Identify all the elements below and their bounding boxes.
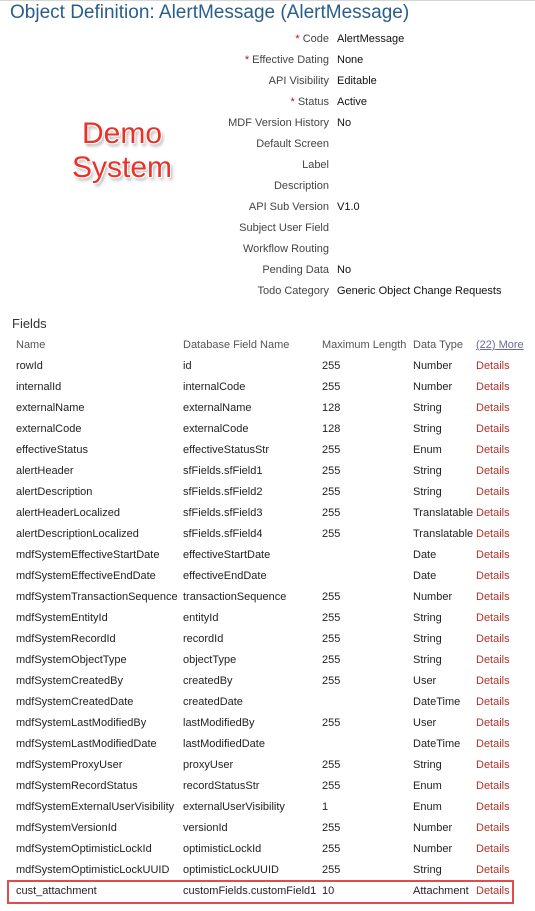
field-db-name: externalName xyxy=(183,402,252,414)
property-label xyxy=(274,180,329,192)
details-link[interactable]: Details xyxy=(476,423,510,435)
field-name: mdfSystemProxyUser xyxy=(16,759,123,771)
field-max-length: 255 xyxy=(322,864,341,876)
field-db-name: versionId xyxy=(183,822,228,834)
property-label-text: Default Screen xyxy=(256,138,329,150)
table-row xyxy=(0,486,535,507)
field-data-type: Number xyxy=(413,843,453,855)
property-label xyxy=(269,75,329,87)
field-data-type: Number xyxy=(413,822,453,834)
field-db-name: lastModifiedDate xyxy=(183,738,265,750)
field-name: mdfSystemObjectType xyxy=(16,654,127,666)
field-db-name: sfFields.sfField3 xyxy=(183,507,263,519)
column-header-db-field: Database Field Name xyxy=(183,339,290,351)
field-max-length: 10 xyxy=(322,885,335,897)
table-row xyxy=(0,654,535,675)
field-max-length: 128 xyxy=(322,402,341,414)
property-value: Generic Object Change Requests xyxy=(337,285,502,297)
table-row xyxy=(0,675,535,696)
table-row xyxy=(0,381,535,402)
details-link[interactable]: Details xyxy=(476,717,510,729)
field-db-name: optimisticLockUUID xyxy=(183,864,279,876)
field-max-length: 255 xyxy=(322,759,341,771)
field-name: alertHeader xyxy=(16,465,74,477)
property-row xyxy=(0,117,535,138)
table-row xyxy=(0,612,535,633)
field-data-type: String xyxy=(413,423,442,435)
table-row xyxy=(0,759,535,780)
field-db-name: createdDate xyxy=(183,696,243,708)
property-row xyxy=(0,75,535,96)
details-link[interactable]: Details xyxy=(476,864,510,876)
details-link[interactable]: Details xyxy=(476,360,510,372)
details-link[interactable]: Details xyxy=(476,528,510,540)
field-data-type: String xyxy=(413,402,442,414)
field-name: rowId xyxy=(16,360,43,372)
more-columns-link[interactable]: (22) More xyxy=(476,339,524,351)
fields-table-header xyxy=(0,339,535,360)
field-name: alertDescriptionLocalized xyxy=(16,528,139,540)
property-label-text: Label xyxy=(302,159,329,171)
field-name: cust_attachment xyxy=(16,885,97,897)
field-data-type: User xyxy=(413,717,437,729)
field-data-type: String xyxy=(413,633,442,645)
table-row xyxy=(0,465,535,486)
field-db-name: recordId xyxy=(183,633,224,645)
field-db-name: effectiveStatusStr xyxy=(183,444,270,456)
details-link[interactable]: Details xyxy=(476,654,510,666)
field-name: mdfSystemRecordStatus xyxy=(16,780,138,792)
details-link[interactable]: Details xyxy=(476,570,510,582)
property-row xyxy=(0,201,535,222)
details-link[interactable]: Details xyxy=(476,381,510,393)
field-db-name: effectiveStartDate xyxy=(183,549,271,561)
property-row xyxy=(0,243,535,264)
details-link[interactable]: Details xyxy=(476,696,510,708)
field-name: internalId xyxy=(16,381,62,393)
field-max-length: 255 xyxy=(322,465,341,477)
field-data-type: DateTime xyxy=(413,738,461,750)
details-link[interactable]: Details xyxy=(476,507,510,519)
table-row xyxy=(0,738,535,759)
field-db-name: externalUserVisibility xyxy=(183,801,285,813)
watermark-line: System xyxy=(71,151,173,184)
details-link[interactable]: Details xyxy=(476,675,510,687)
field-db-name: sfFields.sfField2 xyxy=(183,486,263,498)
field-max-length: 255 xyxy=(322,360,341,372)
field-name: mdfSystemTransactionSequence xyxy=(16,591,178,603)
column-header-max-length: Maximum Length xyxy=(322,339,407,351)
field-db-name: effectiveEndDate xyxy=(183,570,267,582)
property-value: AlertMessage xyxy=(337,33,405,45)
field-name: mdfSystemCreatedBy xyxy=(16,675,123,687)
property-label xyxy=(243,243,329,255)
property-row xyxy=(0,138,535,159)
details-link[interactable]: Details xyxy=(476,465,510,477)
table-row xyxy=(0,843,535,864)
field-max-length: 255 xyxy=(322,633,341,645)
field-name: mdfSystemLastModifiedBy xyxy=(16,717,147,729)
details-link[interactable]: Details xyxy=(476,822,510,834)
property-label-text: Description xyxy=(273,180,329,192)
property-label-text: API Sub Version xyxy=(248,201,329,213)
field-max-length: 255 xyxy=(322,717,341,729)
field-db-name: recordStatusStr xyxy=(183,780,260,792)
property-row xyxy=(0,54,535,75)
field-max-length: 255 xyxy=(322,381,341,393)
field-name: mdfSystemOptimisticLockUUID xyxy=(16,864,170,876)
details-link[interactable]: Details xyxy=(476,402,510,414)
property-label xyxy=(239,222,329,234)
field-data-type: Attachment xyxy=(413,885,469,897)
field-db-name: entityId xyxy=(183,612,219,624)
field-max-length: 255 xyxy=(322,843,341,855)
table-row xyxy=(0,696,535,717)
field-max-length: 255 xyxy=(322,780,341,792)
field-name: mdfSystemEntityId xyxy=(16,612,108,624)
property-label xyxy=(245,54,329,66)
table-row xyxy=(0,444,535,465)
field-db-name: optimisticLockId xyxy=(183,843,262,855)
property-value: Editable xyxy=(337,75,377,87)
table-row xyxy=(0,423,535,444)
property-row xyxy=(0,96,535,117)
property-label-text: Workflow Routing xyxy=(243,243,329,255)
table-row xyxy=(0,528,535,549)
column-header-data-type: Data Type xyxy=(413,339,463,351)
table-row xyxy=(0,801,535,822)
property-value: Active xyxy=(337,96,367,108)
details-link[interactable]: Details xyxy=(476,780,510,792)
field-db-name: externalCode xyxy=(183,423,249,435)
property-row xyxy=(0,159,535,180)
details-link[interactable]: Details xyxy=(476,738,510,750)
property-label xyxy=(249,201,329,213)
required-marker: * xyxy=(295,33,300,45)
table-row xyxy=(0,717,535,738)
field-data-type: Translatable xyxy=(413,507,474,519)
field-db-name: transactionSequence xyxy=(183,591,287,603)
property-value: V1.0 xyxy=(337,201,360,213)
table-row xyxy=(0,822,535,843)
field-max-length: 255 xyxy=(322,675,341,687)
property-label-text: MDF Version History xyxy=(228,117,329,129)
field-max-length: 255 xyxy=(322,507,341,519)
field-data-type: String xyxy=(413,759,442,771)
property-label-text: Code xyxy=(302,33,329,45)
details-link[interactable]: Details xyxy=(476,444,510,456)
table-row xyxy=(0,633,535,654)
fields-heading: Fields xyxy=(12,316,47,331)
column-header-name: Name xyxy=(16,339,46,351)
field-max-length: 255 xyxy=(322,822,341,834)
field-db-name: objectType xyxy=(183,654,237,666)
property-label xyxy=(228,117,329,129)
property-label xyxy=(262,264,329,276)
field-db-name: internalCode xyxy=(183,381,246,393)
field-name: mdfSystemRecordId xyxy=(16,633,116,645)
top-divider xyxy=(0,0,535,1)
field-db-name: id xyxy=(183,360,192,372)
field-data-type: String xyxy=(413,486,442,498)
page-title: Object Definition: AlertMessage (AlertMessage) xyxy=(10,2,410,23)
property-label-text: Effective Dating xyxy=(252,54,329,66)
field-data-type: Date xyxy=(413,570,437,582)
table-row xyxy=(0,780,535,801)
field-name: alertHeaderLocalized xyxy=(16,507,120,519)
field-max-length: 255 xyxy=(322,612,341,624)
field-max-length: 255 xyxy=(322,591,341,603)
field-name: mdfSystemEffectiveEndDate xyxy=(16,570,156,582)
property-value: No xyxy=(337,117,352,129)
property-label xyxy=(302,159,329,171)
details-link[interactable]: Details xyxy=(476,633,510,645)
field-db-name: sfFields.sfField1 xyxy=(183,465,263,477)
property-row xyxy=(0,33,535,54)
field-max-length: 255 xyxy=(322,528,341,540)
field-max-length: 255 xyxy=(322,654,341,666)
property-row xyxy=(0,222,535,243)
field-data-type: User xyxy=(413,675,437,687)
property-label-text: Pending Data xyxy=(262,264,329,276)
field-max-length: 255 xyxy=(322,444,341,456)
property-label xyxy=(291,96,329,108)
details-link[interactable]: Details xyxy=(476,801,510,813)
field-db-name: customFields.customField1 xyxy=(183,885,317,897)
field-db-name: lastModifiedBy xyxy=(183,717,255,729)
property-value: None xyxy=(337,54,364,66)
field-name: mdfSystemExternalUserVisibility xyxy=(16,801,175,813)
property-row xyxy=(0,180,535,201)
field-data-type: String xyxy=(413,654,442,666)
field-data-type: Number xyxy=(413,381,453,393)
property-label-text: Subject User Field xyxy=(239,222,329,234)
details-link[interactable]: Details xyxy=(476,843,510,855)
details-link[interactable]: Details xyxy=(476,591,510,603)
field-data-type: DateTime xyxy=(413,696,461,708)
details-link[interactable]: Details xyxy=(476,486,510,498)
field-data-type: Translatable xyxy=(413,528,474,540)
property-value: No xyxy=(337,264,352,276)
highlighted-row-frame xyxy=(7,880,514,904)
property-label xyxy=(295,33,329,45)
field-name: mdfSystemVersionId xyxy=(16,822,117,834)
field-name: externalName xyxy=(16,402,85,414)
table-row xyxy=(0,549,535,570)
field-db-name: sfFields.sfField4 xyxy=(183,528,263,540)
field-data-type: String xyxy=(413,465,442,477)
field-max-length: 1 xyxy=(322,801,329,813)
property-row xyxy=(0,285,535,306)
table-row xyxy=(0,570,535,591)
field-db-name: proxyUser xyxy=(183,759,234,771)
property-label xyxy=(257,285,329,297)
field-max-length: 255 xyxy=(322,486,341,498)
table-row xyxy=(0,360,535,381)
field-data-type: Number xyxy=(413,360,453,372)
field-max-length: 128 xyxy=(322,423,341,435)
field-name: mdfSystemCreatedDate xyxy=(16,696,134,708)
table-row xyxy=(0,402,535,423)
field-data-type: Enum xyxy=(413,444,442,456)
watermark-line: Demo xyxy=(81,117,163,150)
field-name: externalCode xyxy=(16,423,82,435)
field-db-name: createdBy xyxy=(183,675,233,687)
property-label xyxy=(256,138,329,150)
property-label-text: Status xyxy=(297,96,329,108)
details-link[interactable]: Details xyxy=(476,759,510,771)
field-data-type: String xyxy=(413,864,442,876)
required-marker: * xyxy=(244,54,250,66)
field-name: effectiveStatus xyxy=(16,444,88,456)
table-row xyxy=(0,591,535,612)
field-data-type: Enum xyxy=(413,801,442,813)
field-data-type: Number xyxy=(413,591,453,603)
field-name: mdfSystemOptimisticLockId xyxy=(16,843,152,855)
property-row xyxy=(0,264,535,285)
field-data-type: Date xyxy=(413,549,437,561)
table-row xyxy=(0,507,535,528)
details-link[interactable]: Details xyxy=(476,612,510,624)
details-link[interactable]: Details xyxy=(476,549,510,561)
property-label-text: Todo Category xyxy=(257,285,329,297)
field-name: alertDescription xyxy=(16,486,93,498)
field-name: mdfSystemLastModifiedDate xyxy=(16,738,157,750)
field-data-type: String xyxy=(413,612,442,624)
required-marker: * xyxy=(290,96,295,108)
field-data-type: Enum xyxy=(413,780,442,792)
details-link[interactable]: Details xyxy=(476,885,510,897)
property-label-text: API Visibility xyxy=(268,75,329,87)
field-name: mdfSystemEffectiveStartDate xyxy=(16,549,160,561)
